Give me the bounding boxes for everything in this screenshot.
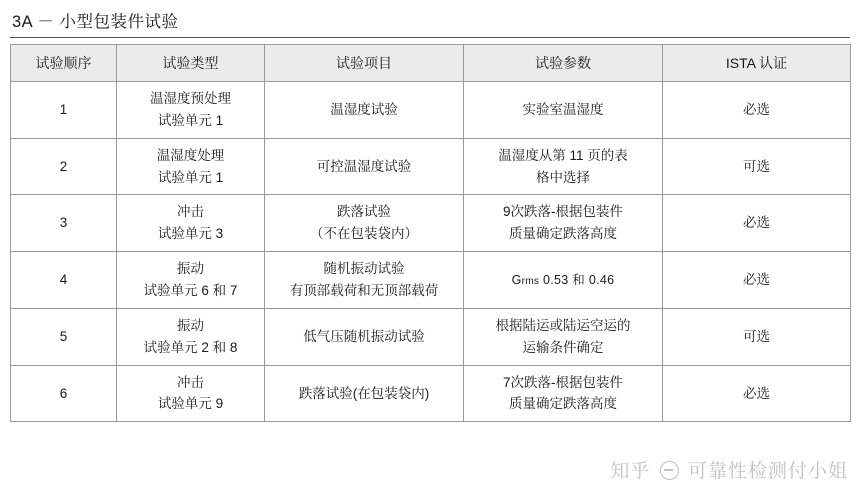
- cell-line: 质量确定跌落高度: [509, 226, 617, 242]
- cell-line: 温湿度处理: [156, 147, 225, 163]
- cell-line: 试验单元 3: [157, 226, 224, 242]
- cell-params: [464, 308, 663, 365]
- cell-line: 运输条件确定: [522, 339, 604, 355]
- watermark-right-text: 可靠性检测付小姐: [687, 461, 848, 482]
- cell-line: 可控温湿度试验: [316, 158, 412, 174]
- cell-line: 格中选择: [536, 169, 590, 185]
- cell-line: （不在包装袋内）: [310, 226, 418, 242]
- watermark-left-text: 知乎: [610, 461, 651, 482]
- cell-item: [265, 195, 464, 252]
- cell-ista: 必选: [663, 365, 851, 422]
- column-header-item: 试验项目: [265, 45, 464, 82]
- title-divider: [10, 37, 850, 38]
- cell-line: Grms 0.53 和 0.46: [511, 272, 615, 287]
- page-title: 3A － 小型包装件试验: [12, 13, 179, 31]
- cell-ista: 必选: [663, 195, 851, 252]
- cell-ista: 可选: [663, 138, 851, 195]
- cell-line: 冲击: [177, 204, 204, 220]
- table-header-row: [11, 45, 851, 82]
- cell-item: [265, 82, 464, 139]
- cell-line: 实验室温湿度: [522, 101, 604, 117]
- column-header-sequence: 试验顺序: [11, 45, 117, 82]
- cell-sequence: 2: [11, 138, 117, 195]
- cell-type: [117, 138, 265, 195]
- column-header-ista: ISTA 认证: [663, 45, 851, 82]
- cell-ista: 可选: [663, 308, 851, 365]
- cell-ista: 必选: [663, 252, 851, 309]
- table-row: [11, 138, 851, 195]
- cell-params: [464, 365, 663, 422]
- cell-type: [117, 365, 265, 422]
- cell-item: [265, 365, 464, 422]
- cell-line: 试验单元 1: [157, 169, 224, 185]
- cell-line: 温湿度预处理: [150, 91, 231, 106]
- cell-type: [117, 308, 265, 365]
- cell-ista: 必选: [663, 82, 851, 139]
- cell-sequence: 4: [11, 252, 117, 309]
- cell-line: 跌落试验(在包装袋内): [298, 385, 430, 401]
- small-package-test-table: [10, 44, 851, 422]
- zhihu-logo-icon: [660, 461, 679, 480]
- cell-line: 随机振动试验: [323, 261, 405, 277]
- table-row: [11, 195, 851, 252]
- cell-line: 跌落试验: [337, 204, 391, 220]
- cell-line: 根据陆运或陆运空运的: [495, 317, 631, 333]
- table-row: [11, 82, 851, 139]
- table-row: [11, 252, 851, 309]
- cell-line: 振动: [177, 317, 204, 333]
- cell-sequence: 5: [11, 308, 117, 365]
- cell-item: [265, 308, 464, 365]
- cell-params: [464, 138, 663, 195]
- cell-line: 温湿度试验: [330, 101, 398, 117]
- cell-sequence: 1: [11, 82, 117, 139]
- cell-type: [117, 195, 265, 252]
- cell-line: 9次跌落-根据包装件: [502, 204, 623, 220]
- cell-line: 温湿度从第 11 页的表: [498, 147, 628, 163]
- cell-params: [464, 82, 663, 139]
- cell-type: [117, 252, 265, 309]
- cell-line: 冲击: [177, 374, 204, 390]
- cell-params: [464, 252, 663, 309]
- cell-line: 试验单元 6 和 7: [143, 283, 238, 299]
- table-row: [11, 308, 851, 365]
- cell-line: 质量确定跌落高度: [509, 396, 617, 412]
- cell-line: 试验单元 1: [157, 112, 224, 128]
- cell-type: [117, 82, 265, 139]
- cell-line: 7次跌落-根据包装件: [502, 374, 623, 390]
- cell-sequence: 6: [11, 365, 117, 422]
- table-row: [11, 365, 851, 422]
- cell-line: 试验单元 2 和 8: [143, 339, 238, 355]
- cell-line: 有顶部载荷和无顶部载荷: [289, 283, 439, 299]
- watermark: [610, 456, 848, 483]
- column-header-params: 试验参数: [464, 45, 663, 82]
- column-header-type: 试验类型: [117, 45, 265, 82]
- cell-params: [464, 195, 663, 252]
- cell-line: 振动: [177, 261, 204, 277]
- cell-sequence: 3: [11, 195, 117, 252]
- cell-item: [265, 138, 464, 195]
- cell-line: 试验单元 9: [157, 396, 224, 412]
- cell-item: [265, 252, 464, 309]
- cell-line: 低气压随机振动试验: [303, 328, 425, 344]
